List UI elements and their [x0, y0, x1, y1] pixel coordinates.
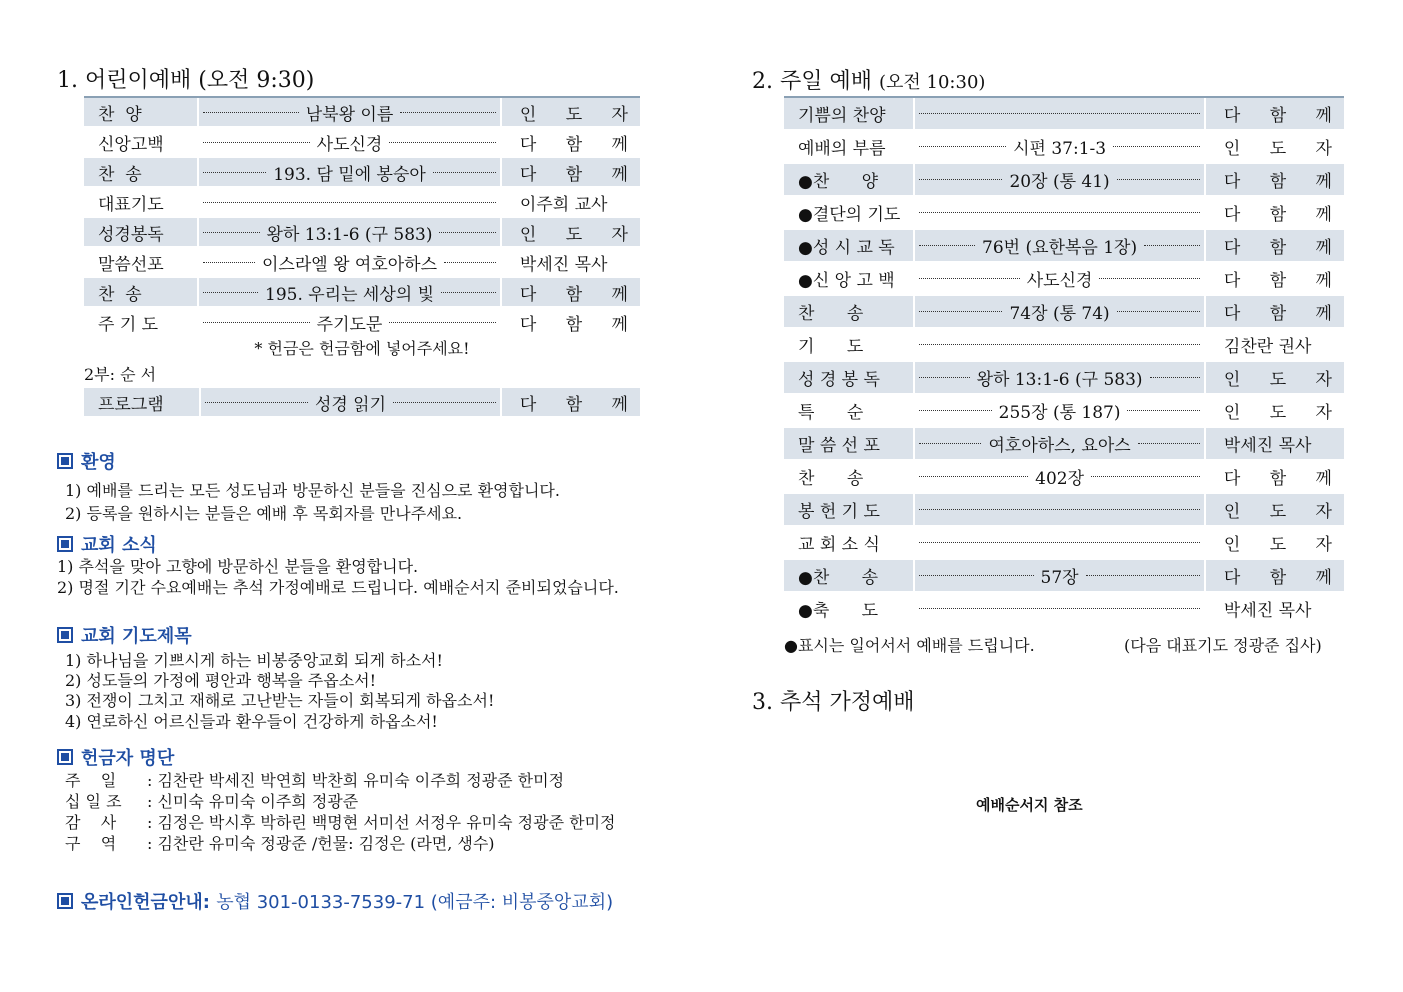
sunday-worship-title	[752, 64, 985, 95]
welcome-line-1: 1) 예배를 드리는 모든 성도님과 방문하신 분들을 진심으로 환영합니다.	[65, 481, 560, 500]
order-row	[84, 188, 640, 218]
order-row	[784, 329, 1344, 362]
order-row-content	[915, 296, 1204, 329]
order-row-label: 예배의 부름	[784, 131, 915, 164]
kids-title-text: 1. 어린이예배	[57, 68, 192, 93]
donor-row-label: 주 일	[65, 771, 117, 790]
order-row-leader: 김찬란 권사	[1204, 329, 1344, 362]
order-row-content	[915, 98, 1204, 131]
order-row-label: 기 도	[784, 329, 915, 362]
order-row-content-text: 57장	[1040, 568, 1079, 588]
order-row-leader: 인 도 자	[1204, 527, 1344, 560]
order-row-label: 특 순	[784, 395, 915, 428]
order-row-content-text: 76번 (요한복음 1장)	[982, 238, 1138, 258]
order-row-content	[199, 128, 500, 158]
part2-row-content	[201, 388, 500, 418]
order-row-label: ●찬 송	[784, 560, 915, 593]
donor-row	[65, 770, 615, 791]
welcome-heading	[57, 448, 116, 474]
order-row-label: 성경봉독	[84, 218, 199, 248]
order-row-leader: 다 함 께	[500, 158, 640, 188]
order-row-label: ●결단의 기도	[784, 197, 915, 230]
order-row-content	[915, 230, 1204, 263]
order-row-content	[199, 218, 500, 248]
order-row	[84, 158, 640, 188]
order-row-content-text: 사도신경	[316, 134, 383, 155]
order-row-leader: 다 함 께	[500, 278, 640, 308]
square-bullet-icon	[57, 749, 73, 765]
order-row	[784, 494, 1344, 527]
order-row-leader: 다 함 께	[1204, 263, 1344, 296]
order-row-leader: 다 함 께	[1204, 296, 1344, 329]
order-row	[784, 164, 1344, 197]
order-row	[84, 248, 640, 278]
order-row-content-text: 왕하 13:1-6 (구 583)	[976, 370, 1143, 390]
order-row-leader: 박세진 목사	[500, 248, 640, 278]
prayer-line-3: 3) 전쟁이 그치고 재해로 고난받는 자들이 회복되게 하옵소서!	[65, 691, 495, 710]
order-row	[784, 197, 1344, 230]
online-account-text: 농협 301-0133-7539-71 (예금주: 비봉중앙교회)	[216, 892, 614, 913]
donor-row-names: : 김정은 박시후 박하린 백명현 서미선 서정우 유미숙 정광준 한미정	[147, 813, 616, 832]
order-row-content	[199, 248, 500, 278]
order-row	[784, 395, 1344, 428]
prayer-line-2: 2) 성도들의 가정에 평안과 행복을 주옵소서!	[65, 671, 377, 690]
order-row-label: 기쁨의 찬양	[784, 98, 915, 131]
order-row-label: 찬 양	[84, 98, 199, 128]
order-row-label: 대표기도	[84, 188, 199, 218]
donor-row	[65, 812, 615, 833]
order-row-label: ●축 도	[784, 593, 915, 626]
order-row-content-text: 이스라엘 왕 여호아하스	[262, 254, 438, 275]
order-row-content	[915, 593, 1204, 626]
order-row-content	[915, 329, 1204, 362]
part2-table	[84, 387, 640, 418]
order-row	[784, 98, 1344, 131]
chuseok-reference: 예배순서지 참조	[976, 796, 1083, 814]
donor-row-names: : 김찬란 박세진 박연희 박찬희 유미숙 이주희 정광준 한미정	[147, 771, 565, 790]
kids-worship-title	[57, 63, 314, 94]
order-row-leader: 다 함 께	[1204, 230, 1344, 263]
prayer-line-1: 1) 하나님을 기쁘시게 하는 비봉중앙교회 되게 하소서!	[65, 651, 443, 670]
order-row-label: 찬 송	[84, 158, 199, 188]
order-row	[784, 131, 1344, 164]
order-row	[84, 308, 640, 338]
order-row-content	[199, 158, 500, 188]
part2-row	[84, 388, 640, 418]
order-row	[84, 218, 640, 248]
news-line-2: 2) 명절 기간 수요예배는 추석 가정예배로 드립니다. 예배순서지 준비되었습니다.	[57, 578, 619, 597]
order-row-label: ●찬 양	[784, 164, 915, 197]
donor-row-label: 구 역	[65, 834, 117, 853]
order-row-content	[915, 428, 1204, 461]
order-row-content	[915, 164, 1204, 197]
news-line-1: 1) 추석을 맞아 고향에 방문하신 분들을 환영합니다.	[57, 557, 419, 576]
order-row-content	[915, 395, 1204, 428]
order-row-leader: 다 함 께	[1204, 197, 1344, 230]
order-row-leader: 박세진 목사	[1204, 593, 1344, 626]
news-heading	[57, 531, 157, 557]
order-row-content	[915, 197, 1204, 230]
prayer-heading-text: 교회 기도제목	[81, 626, 192, 647]
order-row-content-text: 주기도문	[316, 314, 383, 335]
order-row-content	[915, 461, 1204, 494]
order-row-leader: 다 함 께	[1204, 98, 1344, 131]
order-row-leader: 인 도 자	[1204, 395, 1344, 428]
order-row-content-text: 402장	[1035, 469, 1085, 489]
order-row-content	[199, 188, 500, 218]
welcome-line-2: 2) 등록을 원하시는 분들은 예배 후 목회자를 만나주세요.	[65, 504, 463, 523]
order-row-leader: 다 함 께	[1204, 164, 1344, 197]
online-offering	[57, 888, 613, 914]
donors-heading	[57, 744, 174, 770]
square-bullet-icon	[57, 627, 73, 643]
order-row-content-text: 여호아하스, 요아스	[988, 436, 1131, 456]
part2-row-label: 프로그램	[84, 388, 201, 418]
order-row-label: 주 기 도	[84, 308, 199, 338]
order-row-content-text: 사도신경	[1026, 271, 1093, 291]
prayer-line-4: 4) 연로하신 어르신들과 환우들이 건강하게 하옵소서!	[65, 712, 438, 731]
order-row-content	[199, 278, 500, 308]
order-row-leader: 인 도 자	[1204, 131, 1344, 164]
welcome-heading-text: 환영	[81, 452, 116, 473]
online-heading-text: 온라인헌금안내:	[81, 892, 210, 913]
order-row-content-text: 남북왕 이름	[305, 104, 394, 125]
part2-label: 2부: 순 서	[84, 365, 157, 384]
kids-order-table	[84, 96, 640, 338]
order-row-content-text: 74장 (통 74)	[1009, 304, 1110, 324]
order-row	[84, 128, 640, 158]
order-row-content-text: 시편 37:1-3	[1013, 139, 1107, 159]
donor-row-names: : 신미숙 유미숙 이주희 정광준	[147, 792, 359, 811]
donor-row-label: 감 사	[65, 813, 117, 832]
prayer-heading	[57, 622, 192, 648]
next-prayer-note: (다음 대표기도 정광준 집사)	[1124, 636, 1322, 655]
order-row-content-text: 195. 우리는 세상의 빛	[265, 284, 435, 305]
order-row	[84, 278, 640, 308]
order-row-label: 찬 송	[784, 461, 915, 494]
donors-list	[65, 770, 615, 854]
order-row-content	[915, 527, 1204, 560]
square-bullet-icon	[57, 536, 73, 552]
sunday-title-text: 2. 주일 예배	[752, 69, 872, 94]
order-row-leader: 이주희 교사	[500, 188, 640, 218]
order-row-label: 찬 송	[84, 278, 199, 308]
order-row-label: 신앙고백	[84, 128, 199, 158]
order-row-leader: 인 도 자	[1204, 362, 1344, 395]
news-heading-text: 교회 소식	[81, 535, 157, 556]
donor-row-label: 십 일 조	[65, 792, 122, 811]
standing-note: ●표시는 일어서서 예배를 드립니다.	[784, 636, 1035, 655]
order-row-content	[915, 560, 1204, 593]
order-row-leader: 다 함 께	[500, 128, 640, 158]
order-row-content	[915, 494, 1204, 527]
order-row-content	[199, 98, 500, 128]
sunday-time-text: (오전 10:30)	[879, 72, 986, 93]
order-row-label: ●신 앙 고 백	[784, 263, 915, 296]
chuseok-title: 3. 추석 가정예배	[752, 690, 915, 715]
order-row-label: 성 경 봉 독	[784, 362, 915, 395]
donors-heading-text: 헌금자 명단	[81, 748, 175, 769]
order-row-label: 말 씀 선 포	[784, 428, 915, 461]
order-row	[84, 98, 640, 128]
order-row-leader: 인 도 자	[500, 218, 640, 248]
order-row	[784, 230, 1344, 263]
order-row	[784, 560, 1344, 593]
order-row-leader: 인 도 자	[500, 98, 640, 128]
order-row-leader: 다 함 께	[1204, 461, 1344, 494]
order-row	[784, 527, 1344, 560]
order-row-label: 봉 헌 기 도	[784, 494, 915, 527]
order-row-leader: 인 도 자	[1204, 494, 1344, 527]
order-row	[784, 428, 1344, 461]
order-row-content	[915, 131, 1204, 164]
square-bullet-icon	[57, 893, 73, 909]
part2-content-text: 성경 읽기	[314, 394, 387, 415]
order-row-content	[199, 308, 500, 338]
order-row-content-text: 193. 담 밑에 봉숭아	[273, 164, 426, 185]
order-row-content-text: 왕하 13:1-6 (구 583)	[266, 224, 433, 245]
order-row-content-text: 20장 (통 41)	[1009, 172, 1110, 192]
order-row	[784, 461, 1344, 494]
order-row-label: 찬 송	[784, 296, 915, 329]
order-row	[784, 593, 1344, 626]
square-bullet-icon	[57, 453, 73, 469]
order-row-leader: 박세진 목사	[1204, 428, 1344, 461]
part2-row-leader: 다 함 께	[500, 388, 640, 418]
order-row-label: ●성 시 교 독	[784, 230, 915, 263]
order-row-content	[915, 263, 1204, 296]
sunday-order-table	[784, 96, 1344, 626]
kids-time-text: (오전 9:30)	[198, 68, 315, 93]
order-row-leader: 다 함 께	[1204, 560, 1344, 593]
order-row	[784, 362, 1344, 395]
order-row	[784, 296, 1344, 329]
offering-note: * 헌금은 헌금함에 넣어주세요!	[254, 339, 470, 358]
donor-row-names: : 김찬란 유미숙 정광준 /헌물: 김정은 (라면, 생수)	[147, 834, 495, 853]
order-row-label: 말씀선포	[84, 248, 199, 278]
order-row-content-text: 255장 (통 187)	[998, 403, 1121, 423]
order-row-label: 교 회 소 식	[784, 527, 915, 560]
order-row-content	[915, 362, 1204, 395]
donor-row	[65, 791, 615, 812]
order-row-leader: 다 함 께	[500, 308, 640, 338]
donor-row	[65, 833, 615, 854]
order-row	[784, 263, 1344, 296]
